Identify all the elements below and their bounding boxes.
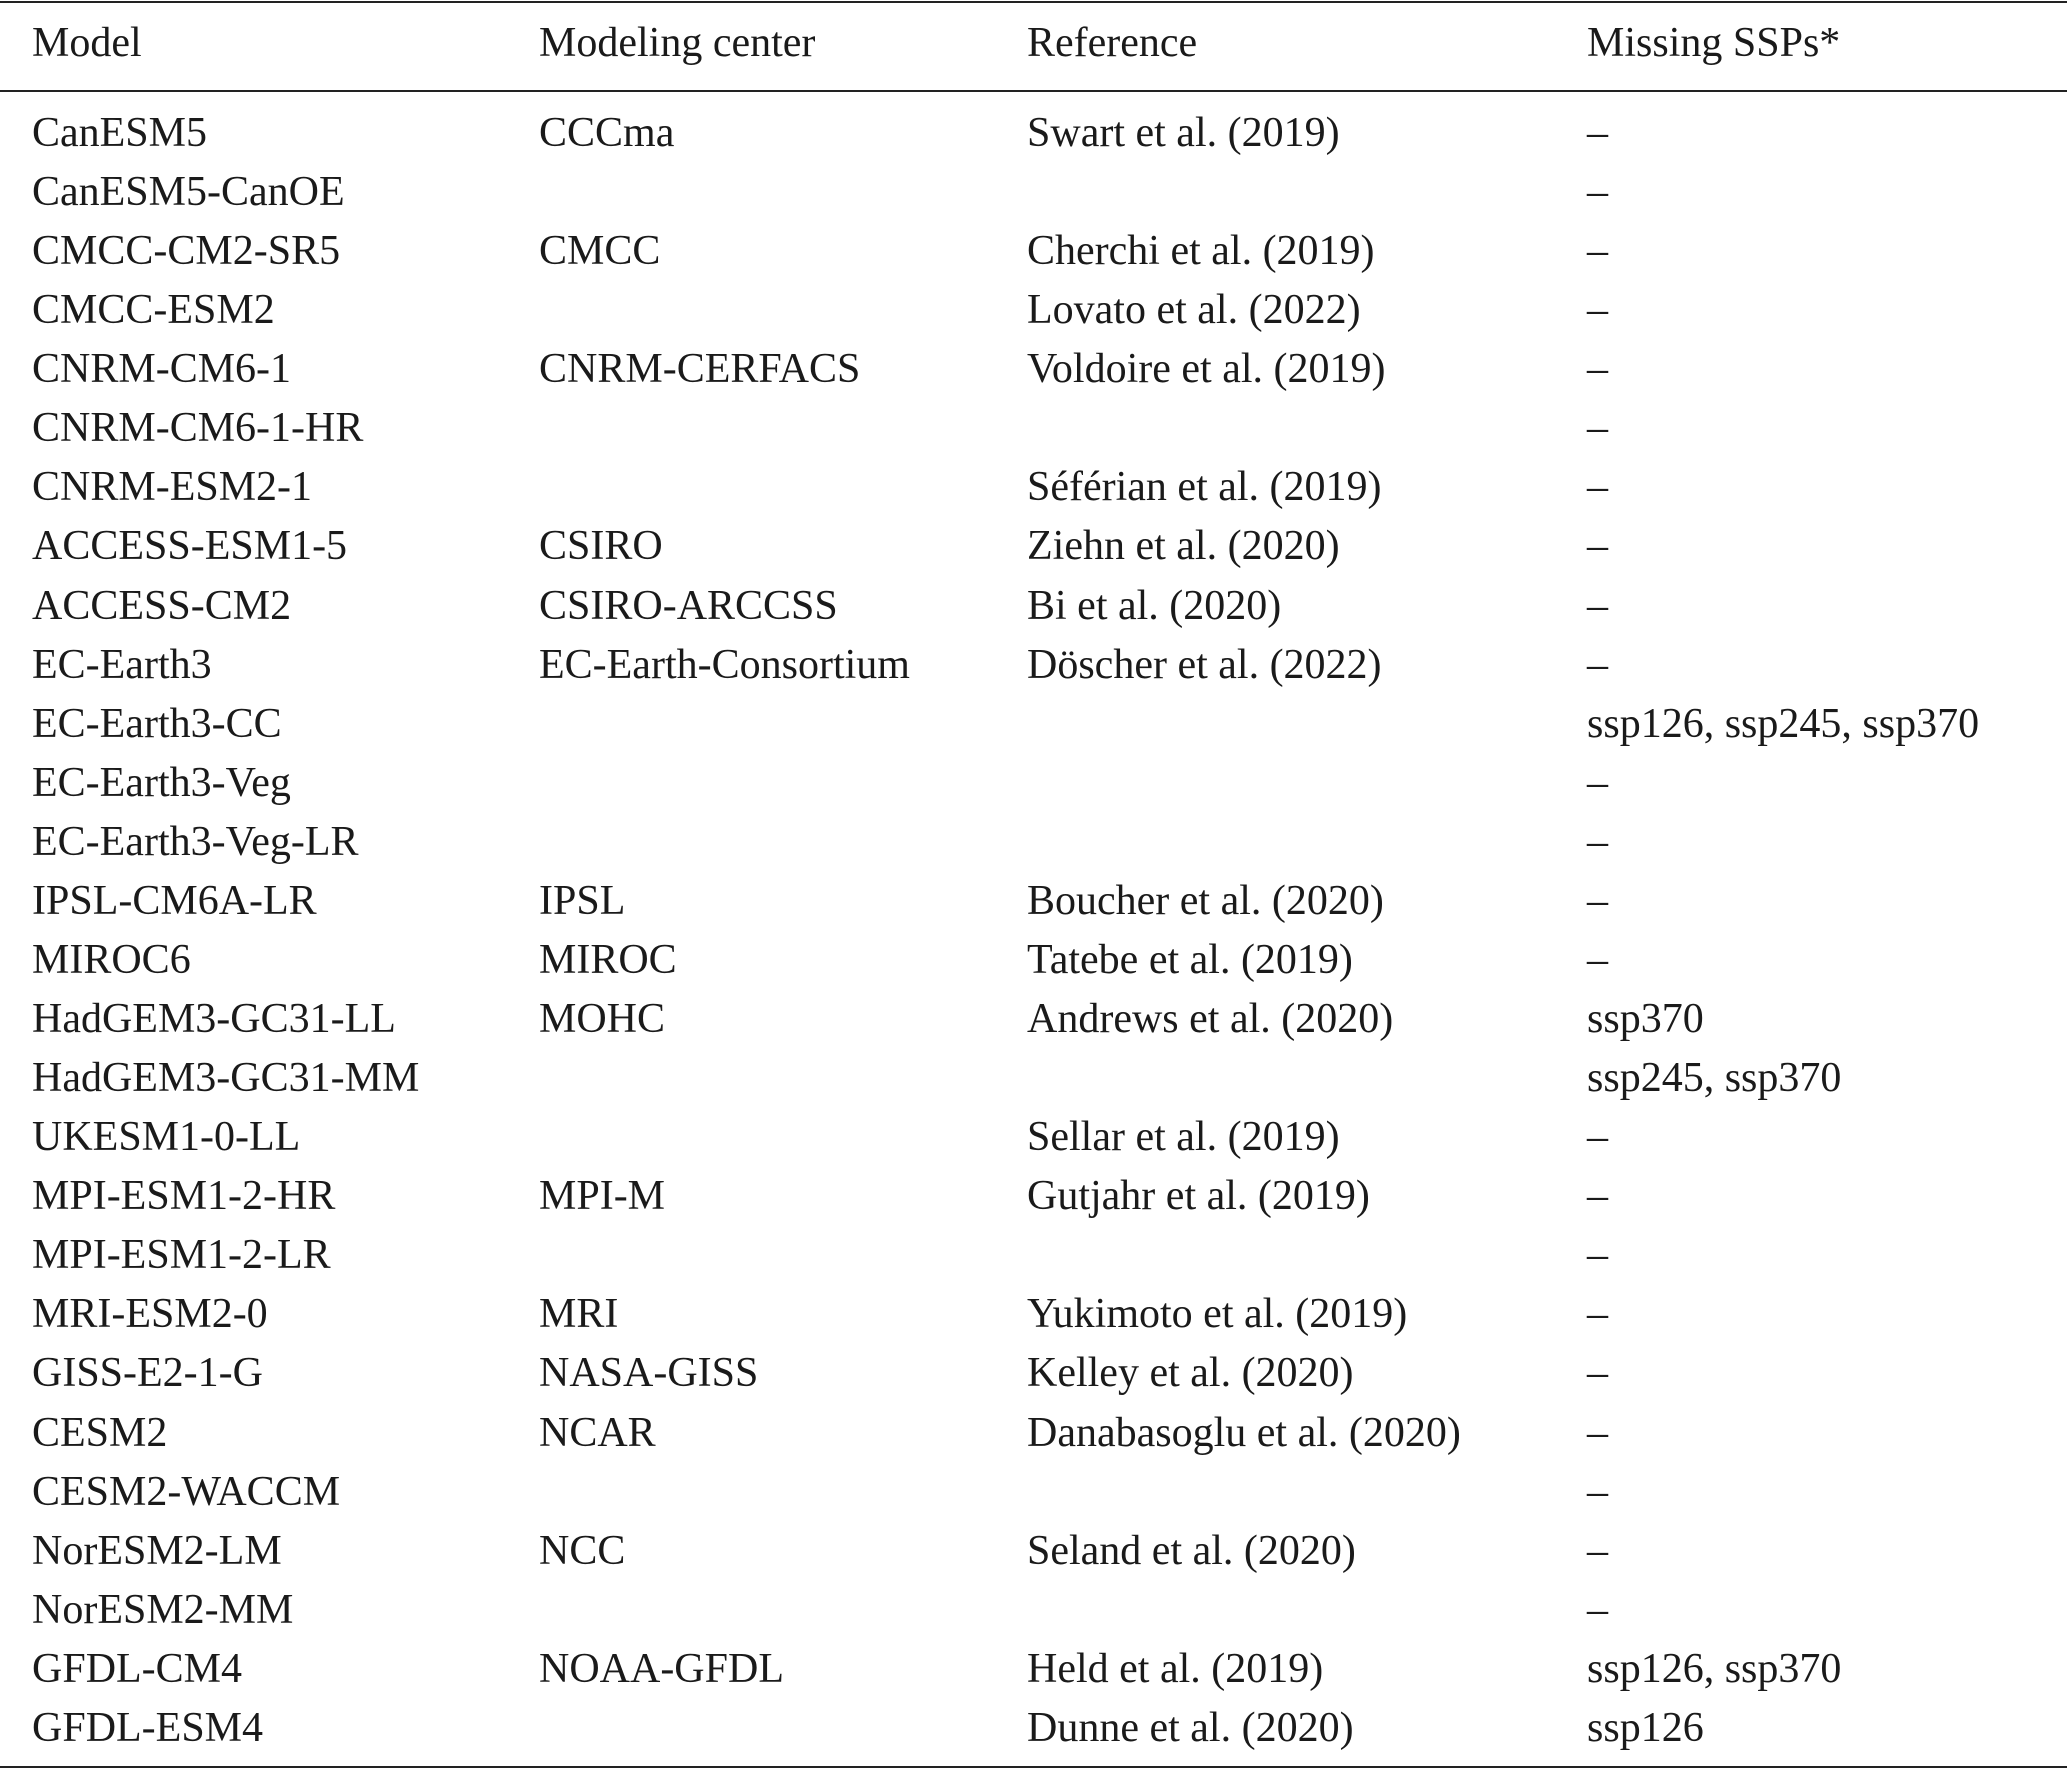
table-row [0,1463,2067,1522]
cell-missing-ssps: – [1587,1291,1608,1338]
cell-model: EC-Earth3 [32,641,212,688]
table-row [0,1108,2067,1167]
table-row [0,872,2067,931]
header-modeling-center: Modeling center [539,20,816,66]
cell-modeling-center: CSIRO-ARCCSS [539,582,838,629]
cell-missing-ssps: – [1587,1173,1608,1220]
cell-model: NorESM2-LM [32,1527,282,1574]
cell-model: GFDL-CM4 [32,1645,243,1692]
cell-reference: Gutjahr et al. (2019) [1027,1173,1370,1220]
cell-modeling-center: NCC [539,1527,626,1574]
cell-model: CESM2-WACCM [32,1468,341,1515]
cell-reference: Lovato et al. (2022) [1027,287,1361,334]
cell-missing-ssps: – [1587,1114,1608,1161]
cell-model: CMCC-ESM2 [32,287,275,334]
cell-reference: Seland et al. (2020) [1027,1527,1356,1574]
cell-missing-ssps: ssp126, ssp245, ssp370 [1587,700,1980,747]
cell-model: MRI-ESM2-0 [32,1291,268,1338]
table-row [0,1226,2067,1285]
cell-model: ACCESS-CM2 [32,582,292,629]
cell-reference: Sellar et al. (2019) [1027,1114,1340,1161]
cell-model: HadGEM3-GC31-LL [32,996,396,1043]
table-row [0,754,2067,813]
table-row [0,1167,2067,1226]
table-top-rule [0,1,2067,3]
cell-missing-ssps: – [1587,936,1608,983]
cell-modeling-center: NCAR [539,1409,656,1456]
table-header-rule [0,90,2067,92]
table-row [0,577,2067,636]
cell-missing-ssps: ssp245, ssp370 [1587,1055,1842,1102]
cell-model: MPI-ESM1-2-LR [32,1232,331,1279]
table-row [0,399,2067,458]
table-row [0,163,2067,222]
cell-missing-ssps: ssp370 [1587,996,1704,1043]
cell-model: GFDL-ESM4 [32,1704,264,1751]
cell-missing-ssps: – [1587,228,1608,275]
cell-model: CMCC-CM2-SR5 [32,228,341,275]
cell-missing-ssps: – [1587,759,1608,806]
table-row [0,1404,2067,1463]
cell-modeling-center: CMCC [539,228,661,275]
cell-reference: Bi et al. (2020) [1027,582,1282,629]
cell-reference: Voldoire et al. (2019) [1027,346,1386,393]
cell-model: MIROC6 [32,936,191,983]
cell-reference: Swart et al. (2019) [1027,110,1340,156]
cell-missing-ssps: – [1587,464,1608,511]
cell-model: CESM2 [32,1409,168,1456]
cell-missing-ssps: ssp126, ssp370 [1587,1645,1842,1692]
cell-missing-ssps: – [1587,818,1608,865]
cell-missing-ssps: – [1587,1527,1608,1574]
cell-missing-ssps: – [1587,877,1608,924]
cell-modeling-center: NASA-GISS [539,1350,759,1397]
table-row [0,340,2067,399]
table-row [0,1522,2067,1581]
cell-missing-ssps: – [1587,523,1608,570]
cell-modeling-center: MIROC [539,936,677,983]
cell-model: EC-Earth3-Veg [32,759,291,806]
cell-model: CanESM5 [32,110,208,156]
cell-missing-ssps: – [1587,346,1608,393]
cell-model: CNRM-CM6-1 [32,346,292,393]
cell-missing-ssps: – [1587,287,1608,334]
table-row [0,813,2067,872]
table-row [0,458,2067,517]
cell-missing-ssps: – [1587,582,1608,629]
cell-model: CanESM5-CanOE [32,169,345,216]
cell-model: UKESM1-0-LL [32,1114,301,1161]
cell-reference: Yukimoto et al. (2019) [1027,1291,1408,1338]
cell-missing-ssps: – [1587,110,1608,156]
header-reference: Reference [1027,20,1198,66]
table-row [0,1581,2067,1640]
table-row [0,1699,2067,1758]
cell-missing-ssps: – [1587,1232,1608,1279]
table-row [0,222,2067,281]
table-row [0,636,2067,695]
table-row [0,931,2067,990]
cell-model: GISS-E2-1-G [32,1350,263,1397]
cell-model: IPSL-CM6A-LR [32,877,317,924]
cell-missing-ssps: – [1587,1586,1608,1633]
table-row [0,517,2067,576]
cell-model: EC-Earth3-Veg-LR [32,818,359,865]
cell-model: NorESM2-MM [32,1586,294,1633]
cell-missing-ssps: – [1587,405,1608,452]
cell-reference: Boucher et al. (2020) [1027,877,1384,924]
table-row [0,695,2067,754]
header-model: Model [32,20,142,66]
table-row [0,1049,2067,1108]
table-row [0,1285,2067,1344]
header-missing-ssps: Missing SSPs* [1587,20,1841,66]
table-row [0,1344,2067,1403]
table-header-row [0,14,2067,74]
cell-modeling-center: NOAA-GFDL [539,1645,784,1692]
cell-modeling-center: IPSL [539,877,626,924]
table-bottom-rule [0,1766,2067,1768]
cell-reference: Döscher et al. (2022) [1027,641,1382,688]
cell-reference: Séférian et al. (2019) [1027,464,1382,511]
cell-modeling-center: CSIRO [539,523,663,570]
cell-missing-ssps: – [1587,1409,1608,1456]
cell-reference: Held et al. (2019) [1027,1645,1324,1692]
cell-modeling-center: EC-Earth-Consortium [539,641,910,688]
cell-modeling-center: MRI [539,1291,619,1338]
table-row [0,1640,2067,1699]
cell-model: EC-Earth3-CC [32,700,282,747]
cell-model: HadGEM3-GC31-MM [32,1055,420,1102]
cell-reference: Dunne et al. (2020) [1027,1704,1354,1751]
cell-model: CNRM-CM6-1-HR [32,405,364,452]
cell-model: ACCESS-ESM1-5 [32,523,348,570]
cell-modeling-center: MPI-M [539,1173,666,1220]
table-row [0,104,2067,163]
table-row [0,990,2067,1049]
cell-model: MPI-ESM1-2-HR [32,1173,336,1220]
cell-model: CNRM-ESM2-1 [32,464,313,511]
cell-modeling-center: MOHC [539,996,666,1043]
cell-reference: Ziehn et al. (2020) [1027,523,1340,570]
cell-reference: Danabasoglu et al. (2020) [1027,1409,1461,1456]
cell-modeling-center: CCCma [539,110,675,156]
cell-missing-ssps: ssp126 [1587,1704,1704,1751]
cell-modeling-center: CNRM-CERFACS [539,346,861,393]
cell-reference: Cherchi et al. (2019) [1027,228,1375,275]
cell-missing-ssps: – [1587,1468,1608,1515]
table-row [0,281,2067,340]
cell-missing-ssps: – [1587,169,1608,216]
cell-missing-ssps: – [1587,1350,1608,1397]
cell-reference: Kelley et al. (2020) [1027,1350,1354,1397]
cell-missing-ssps: – [1587,641,1608,688]
cell-reference: Tatebe et al. (2019) [1027,936,1353,983]
cell-reference: Andrews et al. (2020) [1027,996,1394,1043]
